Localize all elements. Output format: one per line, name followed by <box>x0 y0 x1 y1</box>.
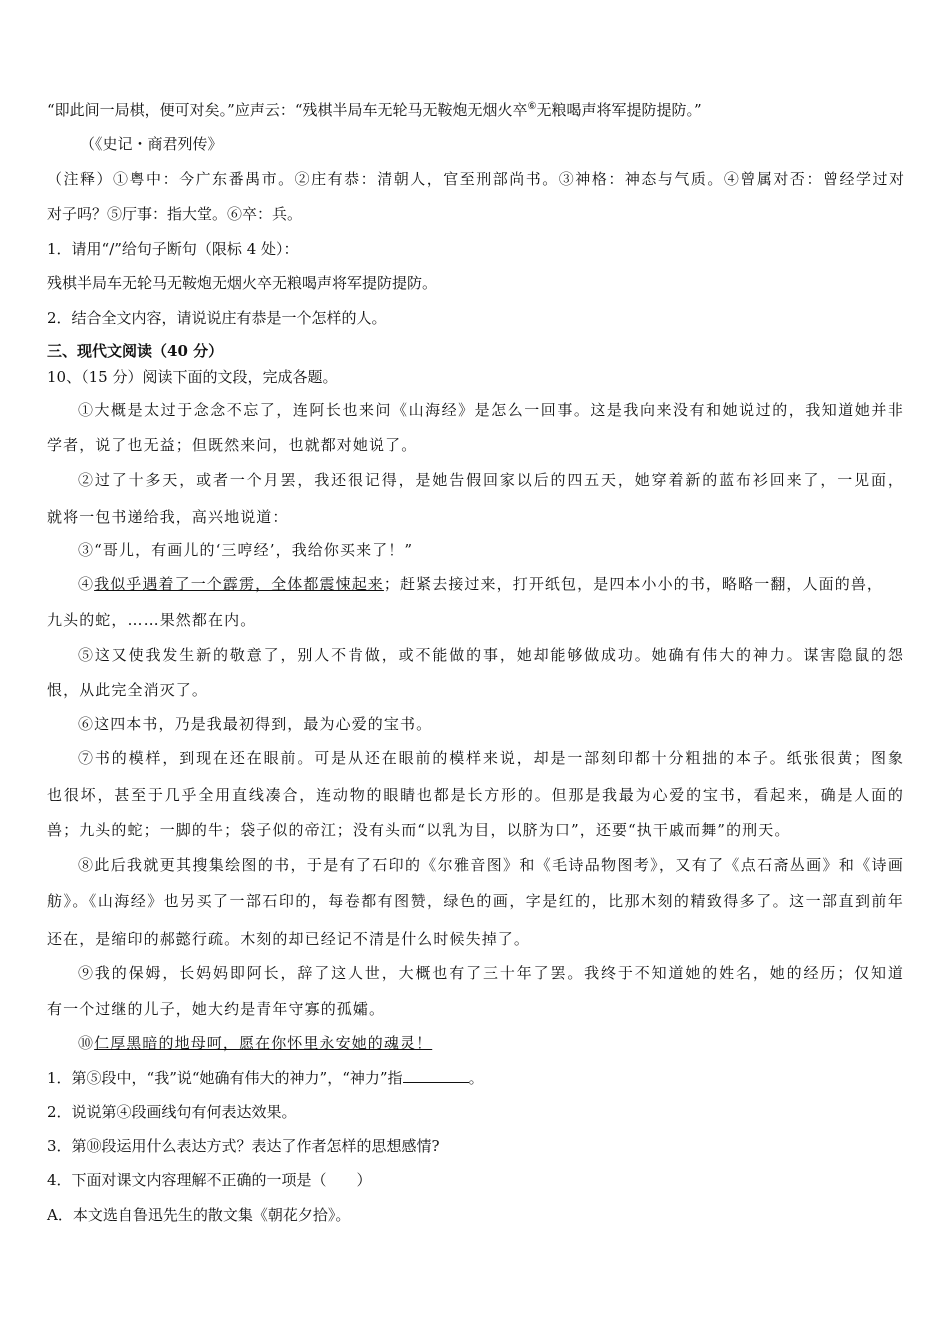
answer-blank[interactable] <box>403 1068 469 1083</box>
paragraph-1-line-1: ①大概是太过于念念不忘了，连阿长也来问《山海经》是怎么一回事。这是我向来没有和她说过的，我知道她并非 <box>78 401 904 419</box>
paragraph-2-line-2: 就将一包书递给我，高兴地说道： <box>47 508 289 526</box>
question-4: 4．下面对课文内容理解不正确的一项是（ ） <box>47 1171 372 1189</box>
paragraph-7-line-3: 兽；九头的蛇；一脚的牛；袋子似的帝江；没有头而“以乳为目，以脐为口”，还要“执干戚而舞”的刑天。 <box>47 821 791 839</box>
paragraph-2-line-1: ②过了十多天，或者一个月罢，我还很记得，是她告假回家以后的四五天，她穿着新的蓝布衫回来了，一见面， <box>78 471 904 489</box>
paragraph-4-number: ④ <box>78 575 95 593</box>
question-1 <box>47 1068 484 1088</box>
notes-line-2: 对子吗？⑤厅事：指大堂。⑥卒：兵。 <box>47 205 303 223</box>
paragraph-9-line-1: ⑨我的保姆，长妈妈即阿长，辞了这人世，大概也有了三十年了罢。我终于不知道她的姓名，她的经历；仅知道 <box>78 964 904 982</box>
paragraph-4-rest: ；赶紧去接过来，打开纸包，是四本小小的书，略略一翻，人面的兽， <box>383 575 884 593</box>
paragraph-8-line-2: 舫》。《山海经》也另买了一部石印的，每卷都有图赞，绿色的画，字是红的，比那木刻的精致得多了。这一部直到前年 <box>47 892 904 910</box>
quote-text-a: “即此间一局棋，便可对矣。”应声云：“残棋半局车无轮马无鞍炮无烟火卒 <box>47 101 528 119</box>
paragraph-6: ⑥这四本书，乃是我最初得到，最为心爱的宝书。 <box>78 715 433 733</box>
paragraph-9-line-2: 有一个过继的儿子，她大约是青年守寡的孤孀。 <box>47 1000 386 1018</box>
underlined-sentence-10: 仁厚黑暗的地母呵，愿在你怀里永安她的魂灵！ <box>94 1034 433 1052</box>
question-3: 3．第⑩段运用什么表达方式？表达了作者怎样的思想感情? <box>47 1137 440 1155</box>
paragraph-7-line-2: 也很坏，甚至于几乎全用直线凑合，连动物的眼睛也都是长方形的。但那是我最为心爱的宝书，看起来，确是人面的 <box>47 786 904 804</box>
paragraph-4-line-2: 九头的蛇，……果然都在内。 <box>47 611 257 629</box>
paragraph-5-line-2: 恨，从此完全消灭了。 <box>47 681 209 699</box>
classical-question-2: 2．结合全文内容，请说说庄有恭是一个怎样的人。 <box>47 309 387 327</box>
section-heading: 三、现代文阅读（40 分） <box>47 342 224 360</box>
paragraph-3: ③“哥儿，有画儿的‘三哼经’，我给你买来了！” <box>78 541 414 559</box>
notes-line-1: （注释）①粤中：今广东番禺市。②庄有恭：清朝人，官至刑部尚书。③神格：神态与气质。④曾属对否：曾经学过对 <box>47 170 904 188</box>
question-1-end: 。 <box>468 1069 484 1087</box>
question-1-text: 1．第⑤段中，“我”说“她确有伟大的神力”，“神力”指 <box>47 1069 403 1087</box>
paragraph-5-line-1: ⑤这又使我发生新的敬意了，别人不肯做，或不能做的事，她却能够做成功。她确有伟大的神力。谋害隐鼠的怨 <box>78 646 904 664</box>
source-citation: （《史记・商君列传》 <box>80 135 223 153</box>
paragraph-4-line-1 <box>78 574 883 594</box>
paragraph-7-line-1: ⑦书的模样，到现在还在眼前。可是从还在眼前的模样来说，却是一部刻印都十分粗拙的本子。纸张很黄；图象 <box>78 749 904 767</box>
question-2: 2．说说第④段画线句有何表达效果。 <box>47 1103 297 1121</box>
classical-question-1-text: 残棋半局车无轮马无鞍炮无烟火卒无粮喝声将军提防提防。 <box>47 274 438 292</box>
option-a: A．本文选自鲁迅先生的散文集《朝花夕拾》。 <box>47 1206 351 1224</box>
classical-question-1: 1．请用“/”给句子断句（限标 4 处）： <box>47 240 299 258</box>
quote-text-b: 无粮喝声将军提防提防。” <box>536 101 702 119</box>
paragraph-8-line-3: 还在，是缩印的郝懿行疏。木刻的却已经记不清是什么时候失掉了。 <box>47 930 531 948</box>
paragraph-10-number: ⑩ <box>78 1034 95 1052</box>
classical-quote-line <box>47 100 702 120</box>
paragraph-1-line-2: 学者，说了也无益；但既然来问，也就都对她说了。 <box>47 436 418 454</box>
underlined-sentence-4: 我似乎遇着了一个霹雳，全体都震悚起来 <box>94 575 384 593</box>
footnote-mark: ⑥ <box>527 101 537 112</box>
section-intro: 10、（15 分）阅读下面的文段，完成各题。 <box>47 368 338 386</box>
paragraph-10 <box>78 1033 432 1053</box>
paragraph-8-line-1: ⑧此后我就更其搜集绘图的书，于是有了石印的《尔雅音图》和《毛诗品物图考》，又有了《点石斋丛画》和《诗画 <box>78 856 904 874</box>
